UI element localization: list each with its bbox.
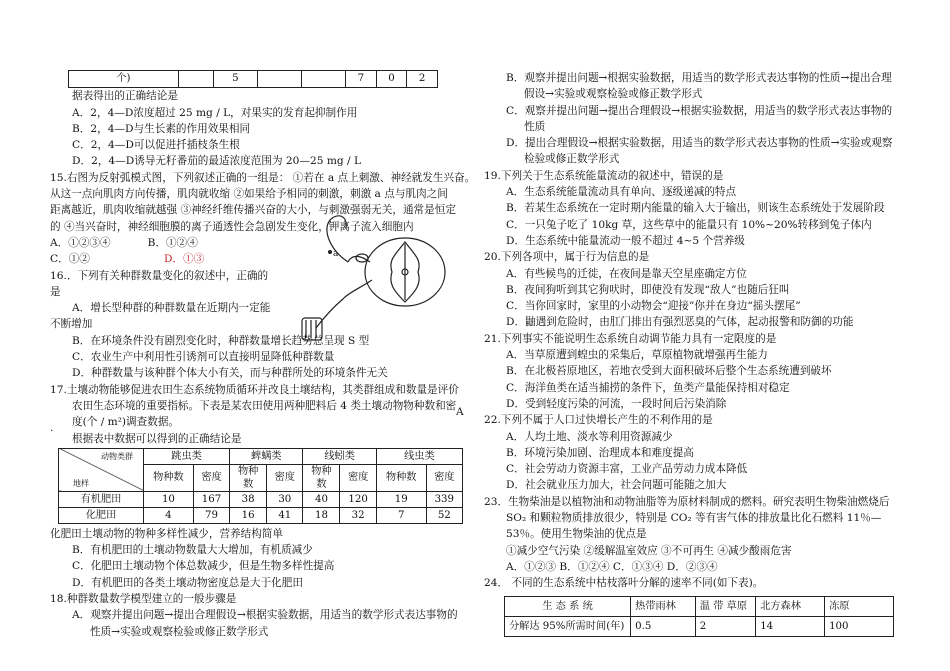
stray-letter: A [456,406,464,418]
column-group-header: 线蚓类 [303,448,376,464]
efferent-nerve [316,298,344,328]
answer-option: B．夜间狗听到其它狗吠时，即使没有发现“敌人”也随后狂叫 [506,283,790,296]
diag-label-bottom: 地样 [73,478,89,488]
table-cell: 0 [376,71,407,88]
question-22: 22.下列不属于人口过快增长产生的不利作用的是 [484,414,713,427]
question-15: 的 ④当兴奋时，神经细胞膜的离子通透性会急剧发生变化，钾离子流入细胞内 [50,220,414,233]
answer-option: B．在北极苔原地区，若地衣受到大面积破坏后整个生态系统遭到破坏 [506,365,832,378]
table-cell: 38 [230,491,267,507]
table-cell: 2 [695,616,755,636]
column-header: 物种数 [144,464,194,491]
answer-option: B．若某生态系统在一定时期内能量的输入大于输出，则该生态系统处于发展阶段 [506,202,885,215]
stray-mark: . [50,422,54,434]
answer-option: A．人均土地、淡水等利用资源减少 [506,430,673,443]
column-group-header: 跳虫类 [144,448,230,464]
answer-option: B．环境污染加剧、治理成本和难度提高 [506,446,694,459]
table-cell: 5 [213,71,257,88]
question-17: 根据表中数据可以得到的正确结论是 [72,432,242,445]
question-20: 20.下列各项中，属于行为信息的是 [484,251,650,264]
answer-option: A．增长型种群的种群数量在近期内一定能 [72,302,271,315]
question-21: 21.下列事实不能说明生态系统自动调节能力具有一定限度的是 [484,332,777,345]
table-cell: 100 [825,616,894,636]
question-19: 19.下列关于生态系统能量流动的叙述中，错误的是 [484,169,724,182]
answer-option: B．有机肥田的土壤动物数量大大增加，有机质减少 [72,544,313,557]
answer-option: D．鼬遇到危险时，由肛门排出有强烈恶臭的气体，起动报警和防御的功能 [506,316,854,329]
answer-option: C．观察并提出问题→提出合理假设→根据实验数据，用适当的数学形式表达事物的 [506,104,893,117]
table-cell: 120 [340,491,376,507]
table-cell: 14 [756,616,825,636]
answer-option: B．2，4—D与生长素的作用效果相同 [72,122,251,135]
question-24: 24． 不同的生态系统中枯枝落叶分解的速率不同(如下表)。 [484,577,764,590]
table-cell: 10 [144,491,194,507]
answer-option: D．①③ [163,253,205,266]
table-cell: 167 [193,491,229,507]
column-header: 密度 [426,464,462,491]
table-header-row [59,448,463,464]
question-text: 据表得出的正确结论是 [72,90,178,103]
answer-option: D．有机肥田的各类土壤动物密度总是大于化肥田 [72,576,303,589]
answer-option: 不断增加 [50,318,93,331]
answer-option: D．生态系统中能量流动一般不超过 4~5 个营养级 [506,234,745,247]
answer-option: C．农业生产中利用性引诱剂可以直接明显降低种群数量 [72,351,335,364]
question-17: 17.土壤动物能够促进农田生态系统物质循环并改良土壤结构，其类群组成和数量是评价 [50,383,459,396]
answer-option: A．当草原遭到蝗虫的采集后，草原植物就增强再生能力 [506,349,768,362]
table-cell: 32 [340,507,376,523]
column-header: 生 态 系 统 [505,596,631,616]
answer-option: 假设→实验或观察检验或修正数学形式 [524,88,703,101]
table-cell [302,71,346,88]
table-cell: 40 [303,491,340,507]
table-cell: 2 [407,71,438,88]
table-cell: 52 [426,507,462,523]
reflex-arc-figure [300,210,450,345]
table-cell: 个) [69,71,179,88]
question-16: 是 [50,285,61,298]
answer-option: A．有些候鸟的迁徙，在夜间是靠天空星座确定方位 [506,267,747,280]
question-18: 18.种群数量数学模型建立的一般步骤是 [50,593,237,606]
column-header: 物种数 [303,464,340,491]
answer-option: A．2，4—D浓度超过 25 mg / L，对果实的发育起抑制作用 [72,106,358,119]
table-header-row [505,596,894,616]
question-16: 16.．下列有关种群数量变化的叙述中，正确的 [50,269,269,282]
question-15: 15.右图为反射弧模式图，下列叙述正确的一组是： ①若在 a 点上刺激、神经就发生兴奋。 [50,171,476,184]
answer-option: ①减少空气污染 ②缓解温室效应 ③不可再生 ④减少酸雨危害 [506,544,792,557]
answer-option: C．一只兔子吃了 10kg 草，这些草中的能量只有 10%~20%转移到兔子体内 [506,218,872,231]
answer-option: A．观察并提出问题→提出合理假设→根据实验数据，用适当的数学形式表达事物的 [72,609,458,622]
point-a [328,250,332,254]
soil-animal-table [58,448,463,524]
answer-option: C．社会劳动力资源丰富，工业产品劳动力成本降低 [506,463,748,476]
question-17: 度(个 / m²)调查数据。 [72,416,180,429]
answer-option: 检验或修正数学形式 [524,153,620,166]
answer-option: D．2，4—D诱导无籽番茄的最适浓度范围为 20—25 mg / L [72,155,362,168]
column-header: 密度 [340,464,376,491]
answer-option: C．①② [50,253,90,266]
table-cell: 18 [303,507,340,523]
table-row [69,71,438,88]
table-cell: 79 [193,507,229,523]
column-group-header: 线虫类 [376,448,462,464]
answer-option: C．化肥田土壤动物个体总数减少，但是生物多样性提高 [72,560,335,573]
point-a-label: a [333,249,339,259]
answer-option: A．①②③④ [50,236,111,249]
column-header: 密度 [267,464,303,491]
column-header: 物种数 [376,464,426,491]
table-row [505,616,894,636]
answer-option: 性质→实验或观察检验或修正数学形式 [90,625,269,638]
answer-option: D．种群数量与该种群个体大小有关，而与种群所处的环境条件无关 [72,367,388,380]
table-cell: 0.5 [631,616,696,636]
ventral-root [344,280,372,298]
row-header: 分解达 95%所需时间(年) [505,616,631,636]
answer-option: D．社会就业压力加大，社会问题可能随之加大 [506,479,727,492]
answer-option: C．海洋鱼类在适当捕捞的条件下，鱼类产量能保持相对稳定 [506,381,790,394]
question-23: SO₂ 和颗粒物质排放很少，特别是 CO₂ 等有害气体的排放量比化石燃料 11％— [506,512,882,525]
left-column [50,70,476,640]
table-cell: 7 [376,507,426,523]
diagonal-header-cell [59,448,144,491]
table-cell: 339 [426,491,462,507]
row-header: 化肥田 [59,507,144,523]
answer-option: B．①②④ [147,236,198,249]
answer-option: D．受到轻度污染的河流，一段时间后污染消除 [506,397,727,410]
table-cell: 19 [376,491,426,507]
answer-option: A．①②③ B．①②④ C．①③④ D．②③④ [506,560,718,573]
table-row [59,491,463,507]
diag-label-top: 动物类群 [101,451,133,461]
answer-option: B．观察并提出问题→根据实验数据，用适当的数学形式表达事物的性质→提出合理 [506,72,892,84]
table-cell [178,71,213,88]
table-row [59,507,463,523]
table-cell: 4 [144,507,194,523]
answer-option: C．当你回家时，家里的小动物会“迎接”你并在身边“摇头摆尾” [506,300,801,313]
column-group-header: 蜱螨类 [230,448,303,464]
column-header: 物种数 [230,464,267,491]
answer-option: B．在环境条件没有剧烈变化时，种群数量增长趋势总呈现 S 型 [72,334,370,347]
table-cell: 7 [346,71,377,88]
row-header: 有机肥田 [59,491,144,507]
table-cell [258,71,302,88]
table-cell: 41 [267,507,303,523]
question-23: 23．生物柴油是以植物油和动物油脂等为原材料制成的燃料。研究表明生物柴油燃烧后 [484,495,890,508]
question-15: 距离越近，肌肉收缩就越强 ③神经纤维传播兴奋的大小，与刺激强弱无关，通常是恒定 [50,204,456,217]
right-column [484,70,904,637]
table-cell: 30 [267,491,303,507]
question-23: 53％。使用生物柴油的优点是 [506,528,647,541]
column-header: 冻原 [825,596,894,616]
answer-option: 性质 [524,120,546,133]
answer-option: A．生态系统能量流动具有单向、逐级递减的特点 [506,186,737,199]
column-header: 温 带 草原 [695,596,755,616]
question-17: 农田生态环境的重要指标。下表是某农田使用两种肥料后 4 类土壤动物物种数和密 [72,399,457,412]
muscle [302,318,322,340]
table-cell: 16 [230,507,267,523]
answer-option: D．提出合理假设→根据实验数据，用适当的数学形式表达事物的性质→实验或观察 [506,137,893,150]
question-15: 从这一点向肌肉方向传播，肌肉就收缩 ②如果给予相同的刺激，刺激 a 点与肌肉之间 [50,188,448,201]
answer-option: C．2，4—D可以促进扦插枝条生根 [72,139,240,152]
decomposition-table [504,596,894,637]
column-header: 热带雨林 [631,596,696,616]
answer-option: 化肥田土壤动物的物种多样性减少，营养结构简单 [50,527,284,540]
column-header: 密度 [193,464,229,491]
column-header: 北方森林 [756,596,825,616]
top-table-fragment [68,70,438,88]
